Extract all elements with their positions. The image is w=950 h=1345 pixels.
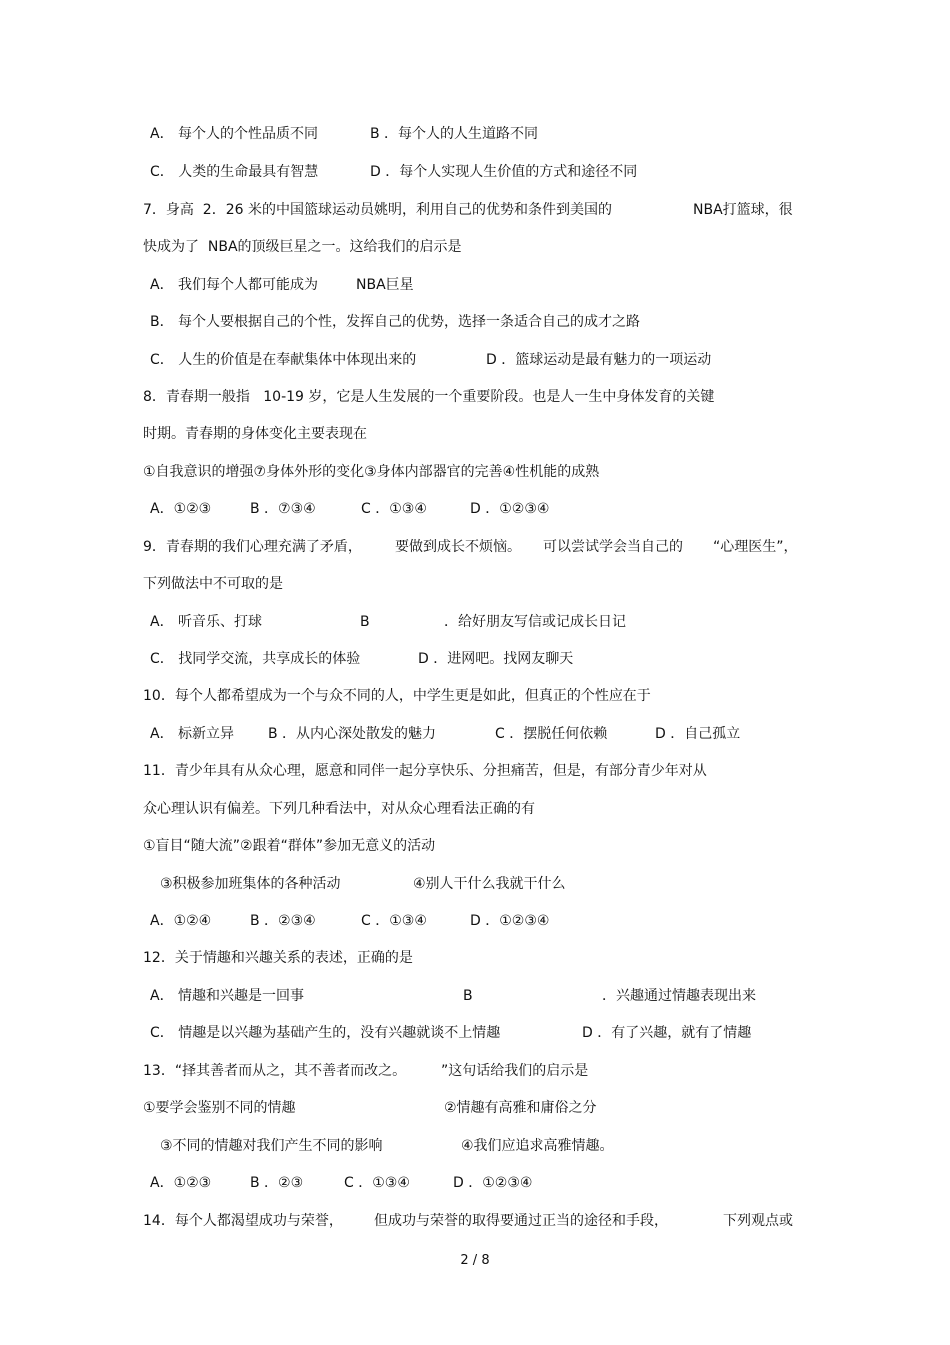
statement-3: ③不同的情趣对我们产生不同的影响 xyxy=(160,1138,383,1154)
page-number: 2 / 8 xyxy=(460,1253,490,1268)
option-a: A． 听音乐、打球 xyxy=(150,614,263,630)
q8-options xyxy=(150,497,810,521)
q7-option-a xyxy=(150,273,810,297)
q13-options xyxy=(150,1171,810,1195)
q8-stem-line1 xyxy=(143,385,810,409)
option-a: A．①②③ xyxy=(150,501,212,517)
question-text: 13．“择其善者而从之，其不善者而改之。 xyxy=(143,1063,407,1079)
q12-options-ab xyxy=(150,984,810,1008)
option-c: C ．①③④ xyxy=(361,501,427,517)
option-b: ．给好朋友写信或记成长日记 xyxy=(444,614,626,630)
question-text: 时期。青春期的身体变化主要表现在 xyxy=(143,426,367,442)
question-text: 下列观点或 xyxy=(723,1213,793,1229)
question-text: “心理医生”， xyxy=(713,539,798,555)
question-text: 可以尝试学会当自己的 xyxy=(543,539,683,555)
question-text: 14．每个人都渴望成功与荣誉， xyxy=(143,1213,343,1229)
option-b: B ．从内心深处散发的魅力 xyxy=(268,726,437,742)
q7-stem-line2 xyxy=(143,235,810,259)
q9-options-cd xyxy=(150,647,810,671)
statement-4: ④别人干什么我就干什么 xyxy=(413,876,566,892)
option-d: D ．每个人实现人生价值的方式和途径不同 xyxy=(370,164,638,180)
q11-stem-line2 xyxy=(143,797,810,821)
q13-statements-1 xyxy=(143,1096,810,1120)
question-text: 要做到成长不烦恼。 xyxy=(395,539,521,555)
question-text: NBA打篮球，很 xyxy=(693,202,793,218)
q13-stem xyxy=(143,1059,810,1083)
option-d: D ．①②③④ xyxy=(453,1175,533,1191)
option-b-letter: B xyxy=(463,988,473,1004)
question-text: 8．青春期一般指 10-19 岁，它是人生发展的一个重要阶段。也是人一生中身体发育的关键 xyxy=(143,389,715,405)
q6-options-ab xyxy=(150,122,810,146)
question-text: 下列做法中不可取的是 xyxy=(143,576,283,592)
option-a: A． 标新立异 xyxy=(150,726,235,742)
option-a: A．①②④ xyxy=(150,913,212,929)
option-c: C ．①③④ xyxy=(361,913,427,929)
question-text: 但成功与荣誉的取得要通过正当的途径和手段， xyxy=(374,1213,668,1229)
statement-3: ③积极参加班集体的各种活动 xyxy=(160,876,341,892)
q10-options xyxy=(150,722,810,746)
option-d: D ．①②③④ xyxy=(470,913,550,929)
option-b: B ．②③④ xyxy=(250,913,316,929)
q8-stem-line2 xyxy=(143,422,810,446)
option-c: C ．摆脱任何依赖 xyxy=(495,726,608,742)
q12-stem xyxy=(143,946,810,970)
question-text: 11．青少年具有从众心理，愿意和同伴一起分享快乐、分担痛苦，但是，有部分青少年对从 xyxy=(143,763,707,779)
option-a: A． 情趣和兴趣是一回事 xyxy=(150,988,305,1004)
q7-options-cd xyxy=(150,348,810,372)
q9-stem-line2 xyxy=(143,572,810,596)
statement-4: ④我们应追求高雅情趣。 xyxy=(461,1138,614,1154)
q9-options-ab xyxy=(150,610,810,634)
q12-options-cd xyxy=(150,1021,810,1045)
option-d: D ．自己孤立 xyxy=(655,726,741,742)
option-b: B ．每个人的人生道路不同 xyxy=(370,126,539,142)
option-d: D ．有了兴趣，就有了情趣 xyxy=(582,1025,752,1041)
q11-statements-1 xyxy=(143,834,810,858)
q11-statements-2 xyxy=(160,872,810,896)
q11-options xyxy=(150,909,810,933)
option-b: ．兴趣通过情趣表现出来 xyxy=(602,988,756,1004)
statement-list: ①盲目“随大流”②跟着“群体”参加无意义的活动 xyxy=(143,838,436,854)
q10-stem xyxy=(143,684,810,708)
option-b: B． 每个人要根据自己的个性，发挥自己的优势，选择一条适合自己的成才之路 xyxy=(150,314,641,330)
option-c: C． 找同学交流，共享成长的体验 xyxy=(150,651,361,667)
question-text: 7．身高 2．26 米的中国篮球运动员姚明，利用自己的优势和条件到美国的 xyxy=(143,202,612,218)
option-b: B ．⑦③④ xyxy=(250,501,316,517)
question-text: 快成为了 NBA的顶级巨星之一。这给我们的启示是 xyxy=(143,239,462,255)
option-d: D ．篮球运动是最有魅力的一项运动 xyxy=(486,352,712,368)
option-a: A． 每个人的个性品质不同 xyxy=(150,126,319,142)
q8-statements xyxy=(143,460,810,484)
q14-stem-line1 xyxy=(143,1209,810,1233)
option-c: C． 人类的生命最具有智慧 xyxy=(150,164,319,180)
q7-option-b xyxy=(150,310,810,334)
statement-2: ②情趣有高雅和庸俗之分 xyxy=(444,1100,597,1116)
q11-stem-line1 xyxy=(143,759,810,783)
option-c: C． 人生的价值是在奉献集体中体现出来的 xyxy=(150,352,417,368)
option-c: C． 情趣是以兴趣为基础产生的，没有兴趣就谈不上情趣 xyxy=(150,1025,501,1041)
question-text: ”这句话给我们的启示是 xyxy=(441,1063,589,1079)
question-text: 10．每个人都希望成为一个与众不同的人，中学生更是如此，但真正的个性应在于 xyxy=(143,688,651,704)
question-text: 12．关于情趣和兴趣关系的表述，正确的是 xyxy=(143,950,413,966)
q9-stem-line1 xyxy=(143,535,810,559)
statement-1: ①要学会鉴别不同的情趣 xyxy=(143,1100,296,1116)
option-c: C ．①③④ xyxy=(344,1175,410,1191)
option-d: D ．进网吧。找网友聊天 xyxy=(418,651,574,667)
q7-stem-line1 xyxy=(143,198,810,222)
question-text: 9．青春期的我们心理充满了矛盾， xyxy=(143,539,362,555)
q13-statements-2 xyxy=(160,1134,810,1158)
q6-options-cd xyxy=(150,160,810,184)
option-a-tail: NBA巨星 xyxy=(356,277,414,293)
option-a: A．①②③ xyxy=(150,1175,212,1191)
statement-list: ①自我意识的增强⑦身体外形的变化③身体内部器官的完善④性机能的成熟 xyxy=(143,464,600,480)
option-d: D ．①②③④ xyxy=(470,501,550,517)
question-text: 众心理认识有偏差。下列几种看法中，对从众心理看法正确的有 xyxy=(143,801,535,817)
option-b: B ．②③ xyxy=(250,1175,304,1191)
option-b-letter: B xyxy=(360,614,370,630)
option-a: A． 我们每个人都可能成为 xyxy=(150,277,319,293)
